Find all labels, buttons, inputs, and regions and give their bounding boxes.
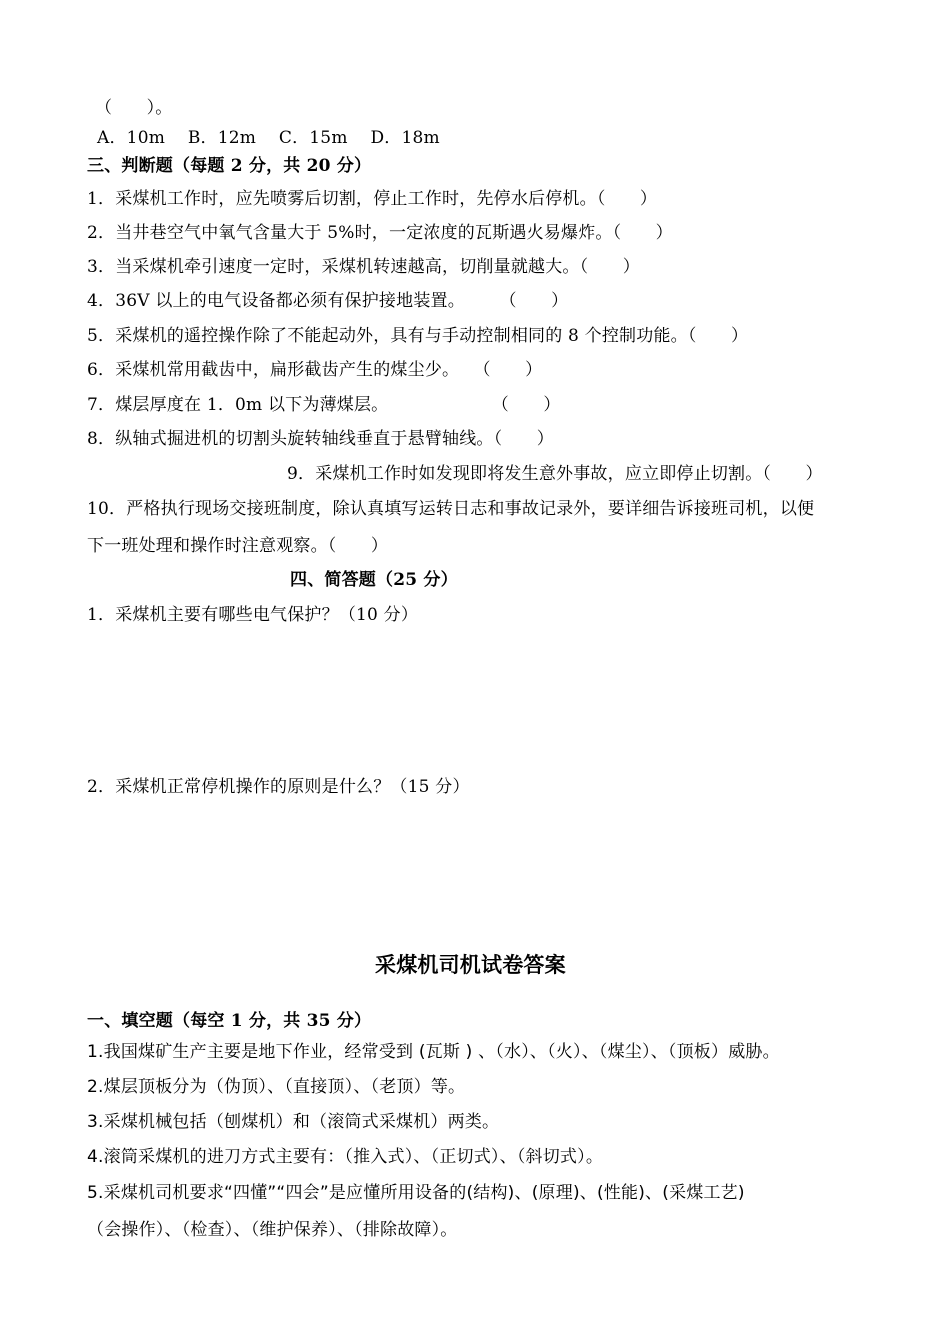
answer-item-2: 2.煤层顶板分为（伪顶）、（直接顶）、（老顶）等。: [87, 1077, 466, 1097]
answer-item-1: 1.我国煤矿生产主要是地下作业，经常受到 (瓦斯 ) 、（水）、（火）、（煤尘）、（顶板）威胁。: [87, 1042, 780, 1062]
judge-item-9: 9．采煤机工作时如发现即将发生意外事故，应立即停止切割。（ ）: [287, 464, 823, 484]
judge-item-4: 4．36V 以上的电气设备都必须有保护接地装置。 （ ）: [87, 291, 569, 311]
short-answer-q2: 2．采煤机正常停机操作的原则是什么？（15 分）: [87, 777, 470, 797]
answer-item-5: 5.采煤机司机要求“四懂”“四会”是应懂所用设备的(结构)、(原理)、(性能)、(采煤工艺): [87, 1183, 745, 1203]
judge-item-2: 2．当井巷空气中氧气含量大于 5%时，一定浓度的瓦斯遇火易爆炸。（ ）: [87, 223, 673, 243]
judge-item-10: 10．严格执行现场交接班制度，除认真填写运转日志和事故记录外，要详细告诉接班司机，以便: [87, 499, 815, 519]
question-options: A．10m B．12m C．15m D．18m: [97, 128, 440, 148]
answer-item-4: 4.滚筒采煤机的进刀方式主要有：（推入式）、（正切式）、（斜切式）。: [87, 1147, 604, 1167]
answer-item-5-cont: （会操作）、（检查）、（维护保养）、（排除故障）。: [87, 1220, 458, 1240]
answer-title: 采煤机司机试卷答案: [375, 952, 566, 977]
answer-item-3: 3.采煤机械包括（刨煤机）和（滚筒式采煤机）两类。: [87, 1112, 500, 1132]
section4-heading: 四、简答题（25 分）: [290, 570, 458, 590]
judge-item-5: 5．采煤机的遥控操作除了不能起动外，具有与手动控制相同的 8 个控制功能。（ ）: [87, 326, 749, 346]
judge-item-6: 6．采煤机常用截齿中，扁形截齿产生的煤尘少。 （ ）: [87, 360, 543, 380]
question-paren: （ ）。: [95, 98, 173, 118]
short-answer-q1: 1．采煤机主要有哪些电气保护？（10 分）: [87, 605, 419, 625]
judge-item-7: 7．煤层厚度在 1．0m 以下为薄煤层。 （ ）: [87, 395, 561, 415]
judge-item-3: 3．当采煤机牵引速度一定时，采煤机转速越高，切削量就越大。（ ）: [87, 257, 640, 277]
judge-item-8: 8．纵轴式掘进机的切割头旋转轴线垂直于悬臂轴线。（ ）: [87, 429, 554, 449]
section3-heading: 三、判断题（每题 2 分，共 20 分）: [87, 156, 372, 176]
judge-item-1: 1．采煤机工作时，应先喷雾后切割，停止工作时，先停水后停机。（ ）: [87, 189, 658, 209]
judge-item-10-cont: 下一班处理和操作时注意观察。（ ）: [87, 536, 389, 556]
answer-section1-heading: 一、填空题（每空 1 分，共 35 分）: [87, 1011, 372, 1031]
